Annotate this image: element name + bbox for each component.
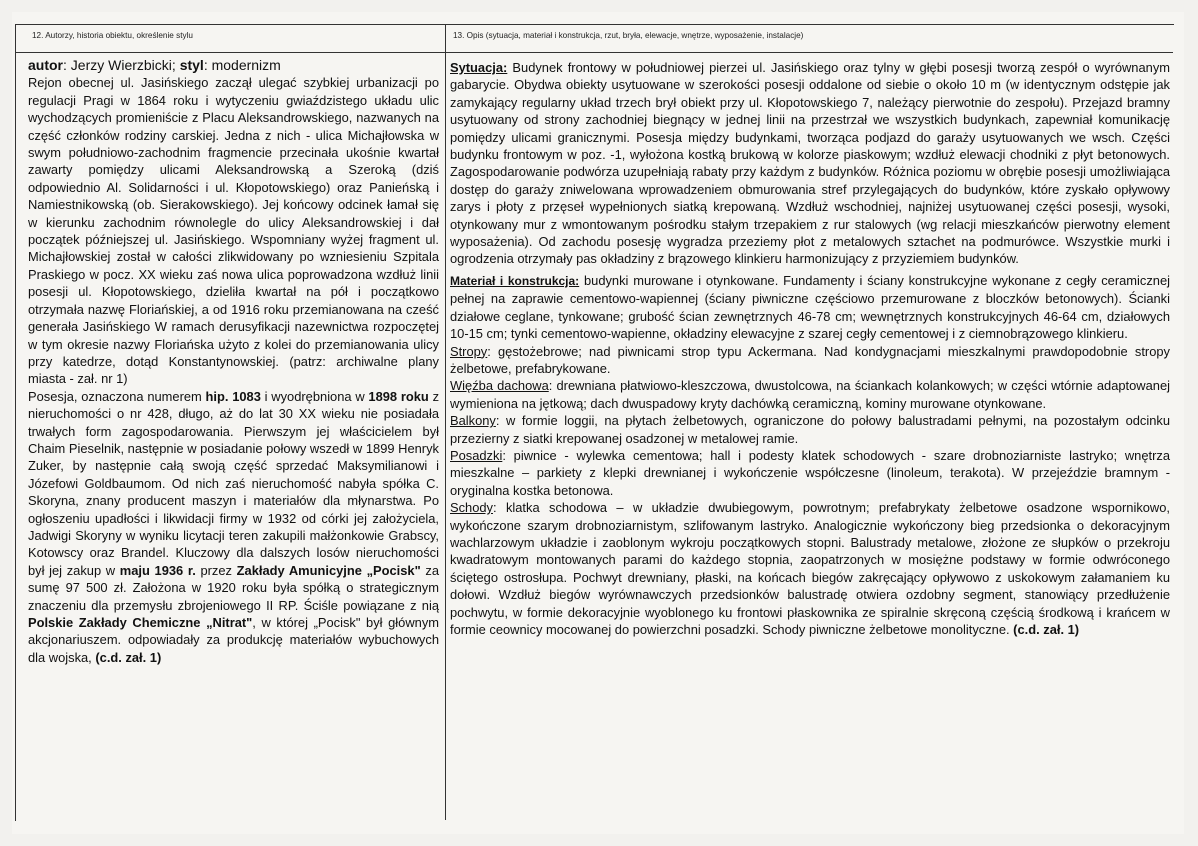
- history-paragraph-2: [28, 388, 439, 667]
- p2-cd: (c.d. zał. 1): [95, 649, 162, 665]
- wiezba-text: : drewniana płatwiowo-kleszczowa, dwustolcowa, na ściankach kolankowych; w części wtórnie adaptowanej wymieniona na jętkową; dach dwuspadowy kryty dachówką ceramiczną, kominy murowane otynkowane.: [450, 378, 1170, 411]
- sytuacja-paragraph: [450, 59, 1170, 268]
- material-text: budynki murowane i otynkowane. Fundamenty i ściany konstrukcyjne wykonane z cegły ceramicznej pełnej na zaprawie cementowo-wapiennej (ściany piwniczne częściowo przemurowane z bloczków betonowych). Ścianki działowe ceglane, tynkowane; grubość ścian zewnętrznych 46-78 cm; wewnętrznych konstrukcyjnych 46-64 cm, działowych 10-15 cm; tynki cementowo-wapienne, okładziny elewacyjne z szarej cegły cementowej i z ciemnobrązowego klinkieru.: [450, 272, 1170, 342]
- p2-hip: hip. 1083: [205, 388, 261, 404]
- schody-paragraph: [450, 499, 1170, 638]
- p2-nitrat: Polskie Zakłady Chemiczne „Nitrat": [28, 615, 253, 630]
- right-header-rule: [446, 52, 1173, 53]
- right-column: [450, 59, 1170, 638]
- p2-year: 1898 roku: [368, 388, 429, 404]
- p2-pocisk: Zakłady Amunicyjne „Pocisk": [236, 562, 421, 578]
- schody-cd: (c.d. zał. 1): [1013, 622, 1080, 637]
- autor-label: autor: [28, 57, 63, 73]
- material-label: Materiał i konstrukcja:: [450, 273, 580, 288]
- p2-maj: maju 1936 r.: [119, 562, 196, 578]
- left-header-rule: [15, 52, 445, 53]
- autor-value: : Jerzy Wierzbicki;: [63, 57, 180, 73]
- p2-f: , w której „Pocisk" był głównym akcjonariuszem. odpowiadały za produkcję materiałów wybuchowych dla wojska,: [28, 615, 439, 665]
- left-section-header: 12. Autorzy, historia obiektu, określenie stylu: [32, 31, 193, 40]
- schody-text: : klatka schodowa – w układzie dwubiegowym, powrotnym; prefabrykaty żelbetowe osadzone wspornikowo, wykończone szarym drobnoziarnistym, szlifowanym lastryko. Analogicznie wykończony bieg przedsionka o dekoracyjnym wachlarzowym układzie i zaoblonym wykroju początkowych stopni. Balustrady metalowe, złożone ze słupków o przekroju kwadratowym montowanych parami do każdego stopnia, zaopatrzonych w mosiężne podstawy w formie odwróconego ściętego ostrosłupa. Pochwyt drewniany, płaski, na końcach biegów zakręcający opływowo z uskokowym załamaniem ku dołowi. Wzdłuż biegów wyrównawczych przedsionków balustradę otwiera ozdobny segment, stanowiący przedłużenie pochwytu, w formie dekoracyjnie wyoblonego ku frontowi płaskownika ze spiralnie skręconą częścią środkową i krańcem w formie ceownicy mocowanej do powierzchni posadzki. Schody piwniczne żelbetowe monolityczne.: [450, 500, 1170, 637]
- author-style-line: [28, 57, 439, 74]
- right-section-header: 13. Opis (sytuacja, materiał i konstrukcja, rzut, bryła, elewacje, wnętrze, wyposażenie, instalacje): [453, 31, 804, 40]
- balkony-text: : w formie loggii, na płytach żelbetowych, ograniczone do połowy balustradami pełnymi, na pozostałym odcinku przezierny z siatki krepowanej osadzonej w metalowej ramie.: [450, 413, 1170, 446]
- p2-e: za sumę 97 500 zł. Założona w 1920 roku była spółką o strategicznym znaczeniu dla przemysłu zbrojeniowego II RP. Ściśle powiązane z nią: [28, 562, 440, 613]
- sytuacja-text: Budynek frontowy w południowej pierzei ul. Jasińskiego oraz tylny w głębi posesji tworzą zespół o wyrównanym gabarycie. Obydwa obiekty usytuowane w szerokości posesji oddalone od siebie o około 10 m (w identycznym odstępie jak zamykający regularny układ trzech brył obiekt przy ul. Kłopotowskiego 7, należący pierwotnie do zespołu). Przejazd bramny usytuowany od strony zachodniej biegnący w jednej linii na przestrzał we wszystkich budynkach, zapewniał komunikację pomiędzy ulicami granicznymi. Posesja między budynkami, tworząca podjazd do garaży usytuowanych we wsch. Części budynku frontowym w poz. -1, wyłożona kostką brukową w kolorze piaskowym; wzdłuż elewacji chodniki z płyt betonowych. Zagospodarowanie podwórza uzupełniają rabaty przy każdym z budynków. Różnica poziomu w obrębie posesji umożliwiająca dostęp do garaży zniwelowana wprowadzeniem obmurowania stref przylegających do budynków, które zyskało opływowy zarys i płoty z przęseł wypełnionych siatką krepowaną. Wzdłuż wschodniej, najniżej usytuowanej części posesji, wysoki, otynkowany mur z wmontowanym pośrodku stałym trzepakiem z rur stalowych (wg relacji mieszkańców pierwotny element wyposażenia). Od zachodu posesję wygradza przeziemy płot z metalowych sztachet na podmurówce. Wszystkie murki i ogrodzenia otrzymały pas okładziny z brązowego klinkieru harmonizujący z przyziemiem budynków.: [450, 60, 1170, 267]
- left-column: [28, 57, 439, 666]
- styl-label: styl: [179, 57, 204, 73]
- balkony-paragraph: [450, 412, 1170, 447]
- stropy-label: Stropy: [450, 343, 488, 359]
- p2-b: i wyodrębniona w: [260, 388, 369, 404]
- balkony-label: Balkony: [450, 413, 496, 429]
- p2-d: przez: [195, 562, 237, 578]
- posadzki-label: Posadzki: [450, 447, 503, 463]
- column-divider: [445, 24, 446, 820]
- p2-c: z nieruchomości o nr 428, długo, aż do lat 30 XX wieku nie posiadała trwałych form zagospodarowania. Pierwszym jej właścicielem był Chaim Pieselnik, następnie w posiadanie połowy wszedł w 1899 Henryk Zuker, by następnie całą swoją część sprzedać Maksymilianowi i Józefowi Goldbaumom. Od nich zaś nieruchomość nabyła spółka C. Skoryna, znany producent maszyn i materiałów dla młynarstwa. Po ogłoszeniu upadłości i likwidacji firmy w 1932 od córki jej założyciela, Jadwigi Skoryny w wyniku licytacji teren zakupili małżonkowie Grabscy, Kotowscy oraz Brandel. Kluczowy dla dalszych losów nieruchomości był jej zakup w: [28, 388, 440, 578]
- posadzki-text: : piwnice - wylewka cementowa; hall i podesty klatek schodowych - szare drobnoziarniste lastryko; wnętrza mieszkalne – parkiety z klepki drewnianej i wykończenie współczesne (linoleum, terakota). W przejeździe bramnym - oryginalna kostka betonowa.: [450, 447, 1170, 498]
- stropy-text: : gęstożebrowe; nad piwnicami strop typu Ackermana. Nad kondygnacjami mieszkalnymi prawdopodobnie stropy żelbetowe, prefabrykowane.: [450, 343, 1170, 376]
- sytuacja-label: Sytuacja:: [450, 60, 508, 75]
- wiezba-paragraph: [450, 377, 1170, 412]
- wiezba-label: Więźba dachowa: [450, 378, 549, 394]
- posadzki-paragraph: [450, 447, 1170, 499]
- styl-value: : modernizm: [203, 57, 281, 73]
- material-paragraph: [450, 272, 1170, 343]
- stropy-paragraph: [450, 343, 1170, 378]
- schody-label: Schody: [450, 500, 493, 516]
- history-paragraph-1: Rejon obecnej ul. Jasińskiego zaczął ulegać szybkiej urbanizacji po regulacji Pragi w 1864 roku i wytyczeniu gwiaździstego układu ulic wychodzących promieniście z Placu Aleksandrowskiego, nazwanych na część członków rodziny carskiej. Jedna z nich - ulica Michajłowska w swym południowo-zachodnim fragmencie przecinała ukośnie kwartał zawarty pomiędzy ulicami Aleksandrowską a Szeroką (dziś odpowiednio Al. Solidarności i ul. Kłopotowskiego) oraz Panieńską i Namiestnikowską (ob. Sierakowskiego). Jej końcowy odcinek łamał się w kierunku zachodnim równolegle do ulicy Aleksandrowskiej i dał początek późniejszej ul. Jasińskiego. Wspomniany wyżej fragment ul. Michajłowskiej został w całości zlikwidowany po wzniesieniu Szpitala Praskiego w pocz. XX wieku zaś nowa ulica poprowadzona wzdłuż linii posesji ul. Kłopotowskiego, dzieliła kwartał na pół i początkowo otrzymała nazwę Floriańskiej, a od 1916 roku przemianowana na cześć generała Jasińskiego W ramach derusyfikacji nazewnictwa rozpoczętej w tym okresie nazwy Floriańska użyto z kolei do przemianowania ulicy przy katedrze, dotąd Konstantynowskiej. (patrz: archiwalne plany miasta - zał. nr 1): [28, 75, 439, 387]
- p2-a: Posesja, oznaczona numerem: [28, 388, 206, 404]
